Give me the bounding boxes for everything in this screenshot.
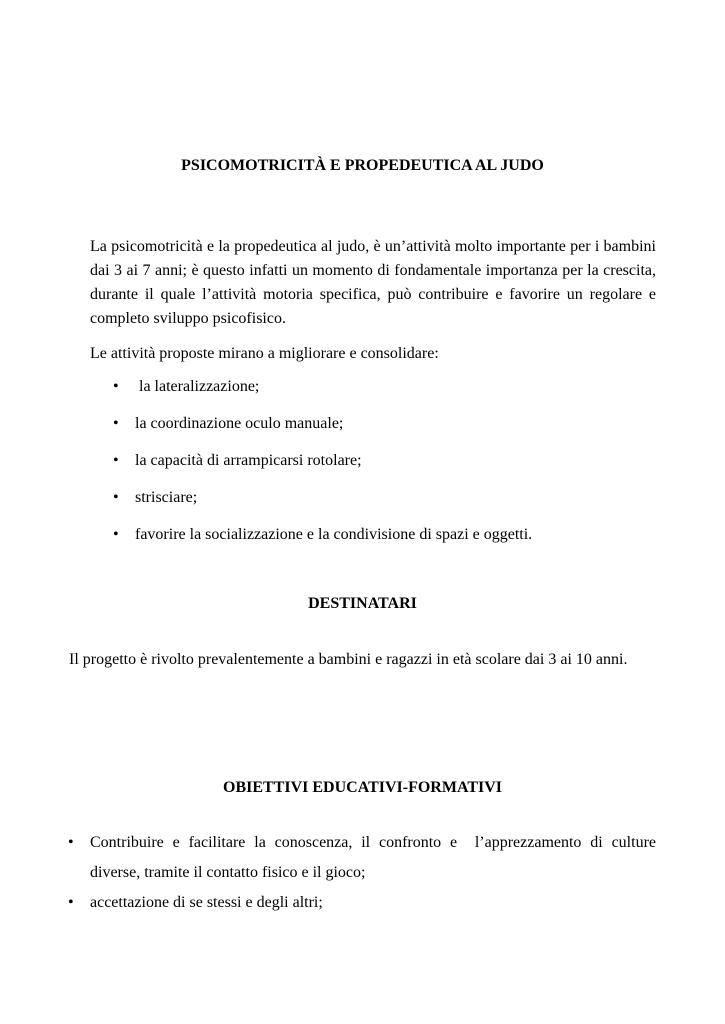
bullet-icon: • xyxy=(113,489,119,506)
list-item xyxy=(113,487,532,524)
list-item xyxy=(68,888,656,918)
intro-paragraph: La psicomotricità e la propedeutica al judo, è un’attività molto importante per i bambini dai 3 ai 7 anni; è questo infatti un momento di fondamentale importanza per la crescita, durante il quale l’attività motoria specifica, può contribuire e favorire un regolare e completo sviluppo psicofisico. xyxy=(90,238,656,327)
list-item-text: la capacità di arrampicarsi rotolare; xyxy=(135,452,362,469)
bullet-icon: • xyxy=(113,526,119,543)
list-item xyxy=(113,524,532,561)
obiettivi-heading: OBIETTIVI EDUCATIVI-FORMATIVI xyxy=(223,779,502,796)
list-item-text: favorire la socializzazione e la condivisione di spazi e oggetti. xyxy=(135,526,533,543)
bullet-icon: • xyxy=(113,452,119,469)
activities-list xyxy=(113,376,532,561)
bullet-icon: • xyxy=(68,834,74,851)
list-item-text: strisciare; xyxy=(135,489,198,506)
bullet-icon: • xyxy=(113,415,119,432)
list-item-text: la coordinazione oculo manuale; xyxy=(135,415,344,432)
bullet-icon: • xyxy=(113,378,119,395)
list-item xyxy=(113,413,532,450)
list-item xyxy=(68,828,660,888)
destinatari-paragraph: Il progetto è rivolto prevalentemente a bambini e ragazzi in età scolare dai 3 ai 10 anni. xyxy=(69,651,628,668)
list-item xyxy=(113,376,532,413)
list-item xyxy=(113,450,532,487)
activities-lead-paragraph: Le attività proposte mirano a migliorare e consolidare: xyxy=(90,345,439,362)
obiettivi-list xyxy=(68,828,660,918)
page-title: PSICOMOTRICITÀ E PROPEDEUTICA AL JUDO xyxy=(181,157,544,174)
list-item-text: la lateralizzazione; xyxy=(135,378,260,395)
list-item-text: Contribuire e facilitare la conoscenza, il confronto e l’apprezzamento di culture diverse, tramite il contatto fisico e il gioco; xyxy=(90,834,660,881)
bullet-icon: • xyxy=(68,894,74,911)
destinatari-heading: DESTINATARI xyxy=(308,595,417,612)
list-item-text: accettazione di se stessi e degli altri; xyxy=(90,894,323,911)
